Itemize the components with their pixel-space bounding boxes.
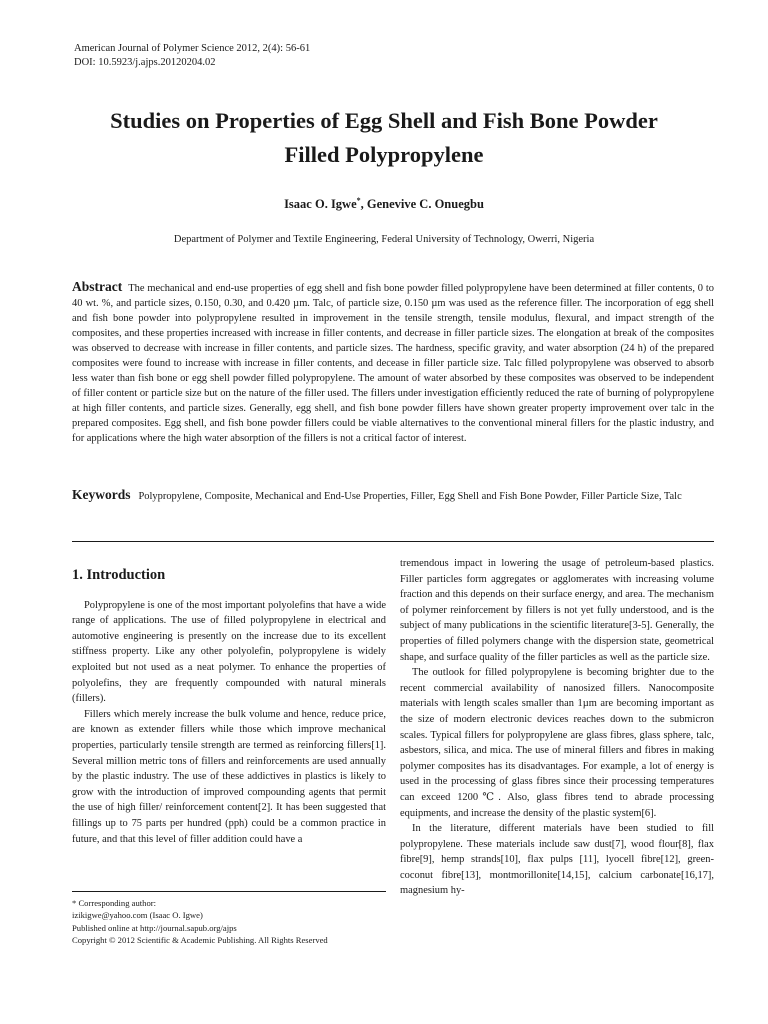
abstract — [72, 279, 714, 446]
left-column — [72, 556, 386, 847]
section-divider — [72, 541, 714, 542]
section-heading: 1. Introduction — [72, 567, 166, 583]
title-line-1: Studies on Properties of Egg Shell and Fish Bone Powder — [110, 108, 658, 133]
title-line-2: Filled Polypropylene — [284, 142, 484, 167]
paper-title — [40, 104, 728, 172]
doi: DOI: 10.5923/j.ajps.20120204.02 — [74, 57, 216, 68]
keywords-text: Polypropylene, Composite, Mechanical and End-Use Properties, Filler, Egg Shell and Fish Bone Powder, Filler Particle Size, Talc — [138, 491, 682, 502]
author-1: Isaac O. Igwe — [284, 197, 357, 212]
footnote-published: Published online at http://journal.sapub.org/ajps — [72, 922, 237, 933]
paragraph: In the literature, different materials have been studied to fill polypropylene. These materials include saw dust[7], wood flour[8], flax fibre[9], hemp strands[10], flax pulps [11], lyocell fibre[12], green-coconut fibre[13], montmorillonite[14,15], calcium carbonate[16,17], magnesium hy- — [400, 823, 714, 897]
journal-header — [74, 42, 310, 70]
affiliation: Department of Polymer and Textile Engineering, Federal University of Technology, Owerri, Nigeria — [173, 234, 595, 245]
keywords — [72, 487, 714, 504]
author-list — [40, 196, 728, 212]
paragraph: tremendous impact in lowering the usage of petroleum-based plastics. Filler particles form aggregates or agglomerates with increasing volume fraction and this depends on their surface energy, and area. The mechanism of polymer reinforcement by fillers is not yet fully understood, and is the subject of many publications in the scientific literature[3-5]. Generally, the properties of filled polymers change with the dispersion state, geometrical shape, and surface quality of the filler particles as well as the particle size. — [400, 558, 714, 663]
right-column — [400, 556, 714, 899]
corresponding-mark: * — [356, 196, 361, 205]
abstract-text: The mechanical and end-use properties of egg shell and fish bone powder filled polypropylene have been determined at filler contents, 0 to 40 wt. %, and particle sizes, 0.150, 0.30, and 0.420 µm. Talc, of particle size, 0.150 µm was used as the reference filler. The incorporation of egg shell and fish bone powder into polypropylene resulted in improvement in the tensile strength, tensile modulus, flexural, and impact strength of the composites, and these properties increased with increase in filler contents, and decrease in filler particle sizes. The elongation at break of the composites was observed to decrease with increase in filler contents, and particle sizes. The hardness, specific gravity, and water absorption (24 h) of the prepared composites were found to increase with increase in filler contents, and decease in filler particle size. Talc filled polypropylene was observed to absorb less water than fish bone or egg shell powder filled polypropylene. The amount of water absorbed by these composites was observed to be independent of filler content or particle size but on the nature of the filler used. The fillers under investigation efficiently reduced the rate of burning of polypropylene at high filler contents, and particle sizes. Generally, egg shell, and fish bone powder fillers have shown greater property improvement over talc in the prepared composites. Egg shell, and fish bone powder fillers could be viable alternatives to the conventional mineral fillers for the plastic industry, and for applications where the high water absorption of the fillers is not a critical factor of interest. — [72, 283, 714, 444]
footnote-corresponding: * Corresponding author: — [72, 898, 157, 908]
keywords-label: Keywords — [72, 487, 131, 502]
footnote-copyright: Copyright © 2012 Scientific & Academic Publishing. All Rights Reserved — [72, 935, 328, 946]
footnotes — [72, 897, 386, 947]
author-2: , Genevive C. Onuegbu — [360, 197, 484, 212]
paragraph: The outlook for filled polypropylene is becoming brighter due to the recent commercial availability of nanosized fillers. Nanocomposite materials with length scales smaller than 1µm are becoming important as the size of modern electronic devices reaches down to the submicron scales. Typical fillers for polypropylene are glass fibres, glass sphere, talc, asbestors, silica, and mica. The use of mineral fillers and fibres in making polymer composites has its disadvantages. For example, a lot of energy is used in the processing of glass fibres since their processing temperatures can exceed 1200℃. Also, glass fibres tend to abrade processing equipments, and increase the density of the plastic system[6]. — [400, 667, 714, 819]
footnote-email: izikigwe@yahoo.com (Isaac O. Igwe) — [72, 910, 203, 921]
paragraph: Fillers which merely increase the bulk volume and hence, reduce price, are known as extender fillers while those which improve mechanical properties, particularly tensile strength are termed as reinforcing fillers[1]. Several million metric tons of fillers and reinforcements are used annually by the plastic industry. The use of these addictives in plastics is likely to grow with the introduction of improved compounding agents that permit the use of high filler/ reinforcement content[2]. It has been suggested that fillings up to 75 parts per hundred (pph) could be a common practice in future, and that this level of filler addition could have a — [72, 708, 386, 845]
abstract-label: Abstract — [72, 279, 123, 294]
paragraph: Polypropylene is one of the most important polyolefins that have a wide range of applications. The use of filled polypropylene in electrical and automotive engineering is presently on the increase due to its excellent stiffness property. Like any other polyolefin, polypropylene is widely exploited but not used as a neat polymer. To enhance the properties of polyolefins, they are frequently compounded with natural minerals (fillers). — [72, 599, 386, 705]
journal-citation: American Journal of Polymer Science 2012, 2(4): 56-61 — [74, 43, 311, 54]
footnote-divider — [72, 891, 386, 892]
